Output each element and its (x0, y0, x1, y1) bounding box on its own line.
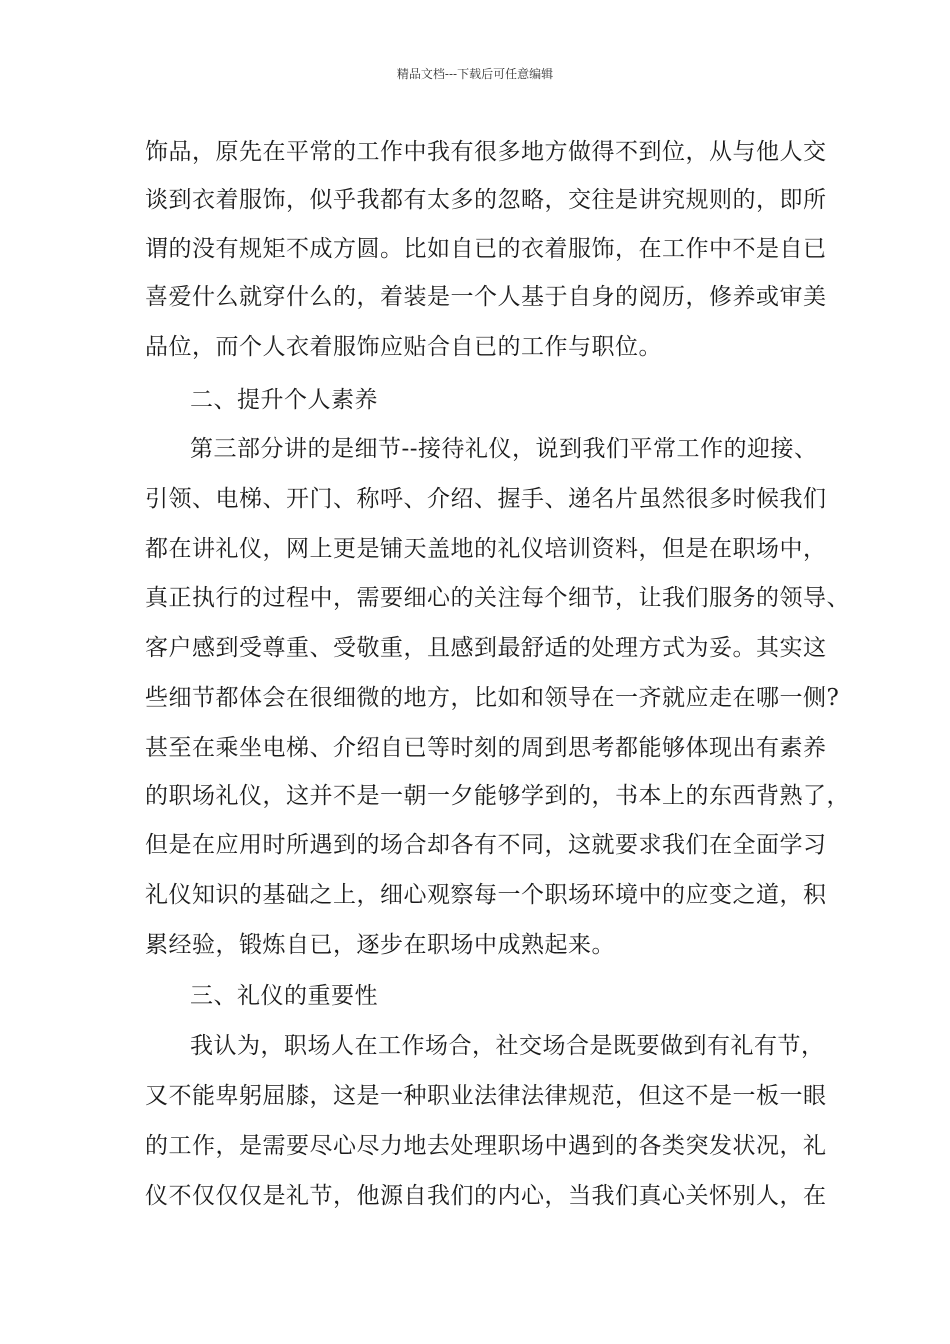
body-line: 但是在应用时所遇到的场合却各有不同，这就要求我们在全面学习 (145, 832, 827, 858)
body-line: 些细节都体会在很细微的地方，比如和领导在一齐就应走在哪一侧? (145, 685, 840, 711)
body-line: 礼仪知识的基础之上，细心观察每一个职场环境中的应变之道，积 (145, 882, 827, 908)
body-line: 饰品，原先在平常的工作中我有很多地方做得不到位，从与他人交 (145, 139, 827, 165)
body-line: 谈到衣着服饰，似乎我都有太多的忽略，交往是讲究规则的，即所 (145, 187, 827, 213)
page-header: 精品文档---下载后可任意编辑 (396, 67, 554, 81)
body-line: 累经验，锻炼自已，逐步在职场中成熟起来。 (145, 932, 615, 958)
body-line: 客户感到受尊重、受敬重，且感到最舒适的处理方式为妥。其实这 (145, 635, 827, 661)
body-line: 的职场礼仪，这并不是一朝一夕能够学到的，书本上的东西背熟了， (145, 783, 850, 809)
body-line: 真正执行的过程中，需要细心的关注每个细节，让我们服务的领导、 (145, 585, 850, 611)
body-line: 第三部分讲的是细节--接待礼仪，说到我们平常工作的迎接、 (190, 436, 818, 462)
body-line: 引领、电梯、开门、称呼、介绍、握手、递名片虽然很多时候我们 (145, 486, 827, 512)
body-line: 品位，而个人衣着服饰应贴合自已的工作与职位。 (145, 334, 662, 360)
body-line: 喜爱什么就穿什么的，着装是一个人基于自身的阅历，修养或审美 (145, 284, 827, 310)
body-line: 的工作，是需要尽心尽力地去处理职场中遇到的各类突发状况，礼 (145, 1133, 827, 1159)
body-line: 都在讲礼仪，网上更是铺天盖地的礼仪培训资料，但是在职场中， (145, 536, 827, 562)
body-line: 仪不仅仅仅是礼节，他源自我们的内心，当我们真心关怀别人，在 (145, 1183, 827, 1209)
body-line: 甚至在乘坐电梯、介绍自已等时刻的周到思考都能够体现出有素养 (145, 735, 827, 761)
body-line: 又不能卑躬屈膝，这是一种职业法律法律规范，但这不是一板一眼 (145, 1083, 827, 1109)
body-line: 我认为，职场人在工作场合，社交场合是既要做到有礼有节， (190, 1033, 825, 1059)
body-line: 谓的没有规矩不成方圆。比如自已的衣着服饰，在工作中不是自已 (145, 236, 827, 262)
section-heading: 三、礼仪的重要性 (190, 983, 378, 1009)
section-heading: 二、提升个人素养 (190, 387, 378, 413)
